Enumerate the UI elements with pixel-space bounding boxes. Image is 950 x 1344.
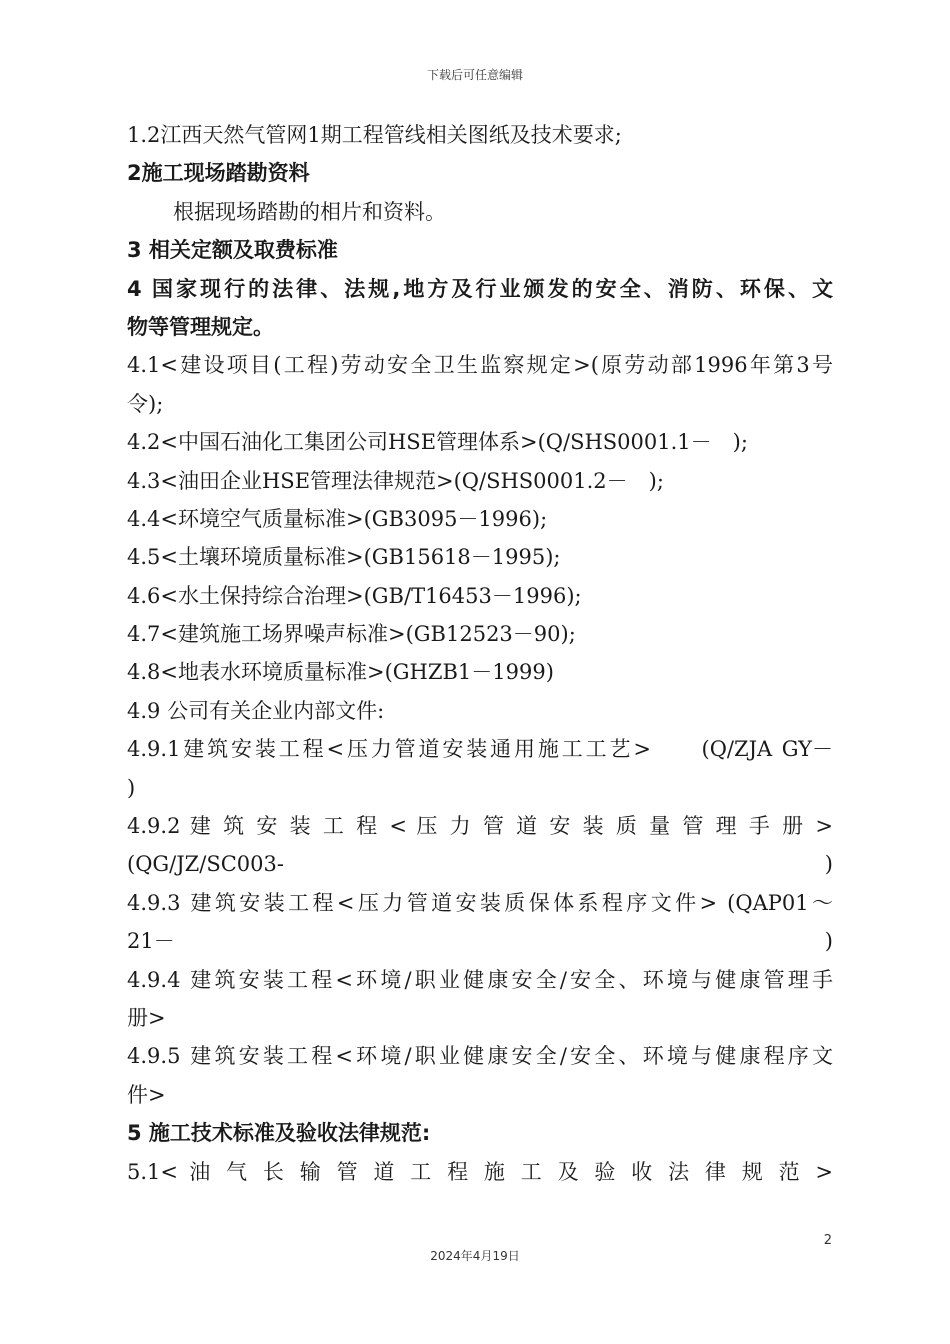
text-line: 4.4<环境空气质量标准>(GB3095－1996); [127,506,548,531]
section-heading: 2施工现场踏勘资料 [127,161,310,186]
text-line: 4.9.4 建筑安装工程<环境/职业健康安全/安全、环境与健康管理手 [127,967,833,992]
text-line: 4.9.5 建筑安装工程<环境/职业健康安全/安全、环境与健康程序文 [127,1044,833,1069]
text-line: 4.7<建筑施工场界噪声标准>(GB12523－90); [127,622,576,647]
text-line: 4.9.2 建 筑 安 装 工 程 < 压 力 管 道 安 装 质 量 管 理 手 册 > [127,814,833,839]
section-heading: 3 相关定额及取费标准 [127,238,338,263]
text-line [127,922,833,960]
text-line: 4.9 公司有关企业内部文件: [127,698,385,723]
section-heading: 4 国家现行的法律、法规,地方及行业颁发的安全、消防、环保、文 [127,276,833,301]
text-line: 根据现场踏勘的相片和资料。 [173,199,446,224]
text-line: 4.9.1建筑安装工程<压力管道安装通用施工工艺> (Q/ZJA GY－ [127,737,833,762]
text-line: 4.8<地表水环境质量标准>(GHZB1－1999) [127,660,554,685]
text-line: 5.1< 油 气 长 输 管 道 工 程 施 工 及 验 收 法 律 规 范 > [127,1159,833,1184]
text-line: 令); [127,391,164,416]
text-line: 4.5<土壤环境质量标准>(GB15618－1995); [127,545,561,570]
text-line [127,845,833,883]
text-fragment: ) [824,929,833,954]
text-fragment: 21－ [127,929,175,954]
text-line: 4.6<水土保持综合治理>(GB/T16453－1996); [127,583,582,608]
text-fragment: (QG/JZ/SC003- [127,852,284,877]
section-heading: 5 施工技术标准及验收法律规范: [127,1121,431,1146]
text-line: 册> [127,1005,166,1030]
page-header: 下载后可任意编辑 [426,68,523,82]
text-line: 件> [127,1082,166,1107]
text-fragment: ) [824,852,833,877]
text-line: 4.1<建设项目(工程)劳动安全卫生监察规定>(原劳动部1996年第3号 [127,353,833,378]
text-line: 4.3<油田企业HSE管理法律规范>(Q/SHS0001.2－ ); [127,468,664,493]
footer-date: 2024年4月19日 [430,1249,520,1263]
section-heading-continued: 物等管理规定。 [127,314,274,339]
text-line: 4.9.3 建筑安装工程<压力管道安装质保体系程序文件> (QAP01～ [127,890,833,915]
page-number: 2 [823,1233,832,1248]
text-line: 1.2江西天然气管网1期工程管线相关图纸及技术要求; [127,123,622,147]
document-body [127,116,833,1191]
text-line: 4.2<中国石油化工集团公司HSE管理体系>(Q/SHS0001.1－ ); [127,430,748,455]
text-line: ) [127,775,136,800]
